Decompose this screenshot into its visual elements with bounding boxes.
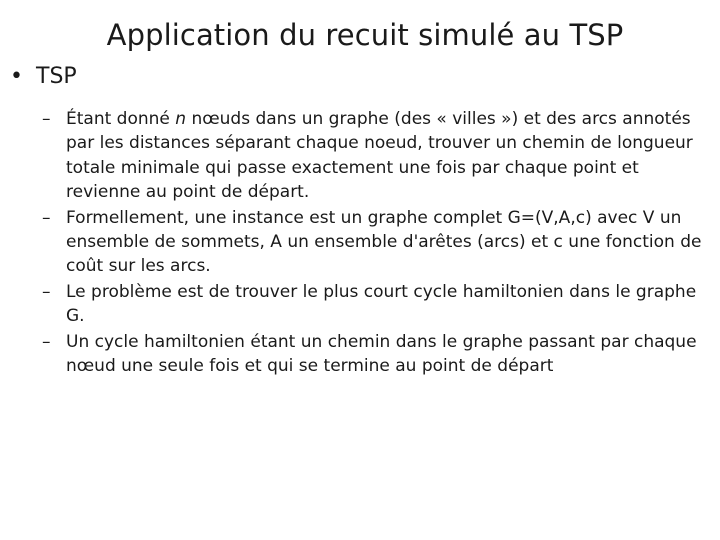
sub-bullet-item xyxy=(42,107,714,205)
dash-icon: – xyxy=(42,207,51,228)
dash-icon: – xyxy=(42,281,51,302)
sub-bullet-list xyxy=(42,107,714,379)
sub-bullet-item xyxy=(42,330,714,379)
level1-bullet-text: TSP xyxy=(36,64,77,89)
sub-bullet-text: Formellement, une instance est un graphe complet G=(V,A,c) avec V un ensemble de sommets, A un ensemble d'arêtes (arcs) et c une fonction de coût sur les arcs. xyxy=(66,207,702,277)
level1-bullet-item xyxy=(10,64,77,89)
text-segment: nœuds dans un graphe (des « villes ») et des arcs annotés par les distances séparant chaque noeud, trouver un chemin de longueur totale minimale qui passe exactement une fois par chaque point et revienne au point de départ. xyxy=(66,109,693,203)
sub-bullet-item xyxy=(42,206,714,279)
text-segment: Étant donné xyxy=(66,109,176,129)
sub-bullet-text xyxy=(66,109,693,202)
variable-n: n xyxy=(175,109,187,129)
dash-icon: – xyxy=(42,109,51,129)
sub-bullet-item xyxy=(42,280,714,329)
bullet-icon: • xyxy=(10,64,23,89)
dash-icon: – xyxy=(42,331,51,352)
sub-bullet-text: Un cycle hamiltonien étant un chemin dans le graphe passant par chaque nœud une seule fois et qui se termine au point de départ xyxy=(66,331,697,377)
slide-title: Application du recuit simulé au TSP xyxy=(106,18,624,52)
sub-bullet-text: Le problème est de trouver le plus court cycle hamiltonien dans le graphe G. xyxy=(66,281,697,327)
